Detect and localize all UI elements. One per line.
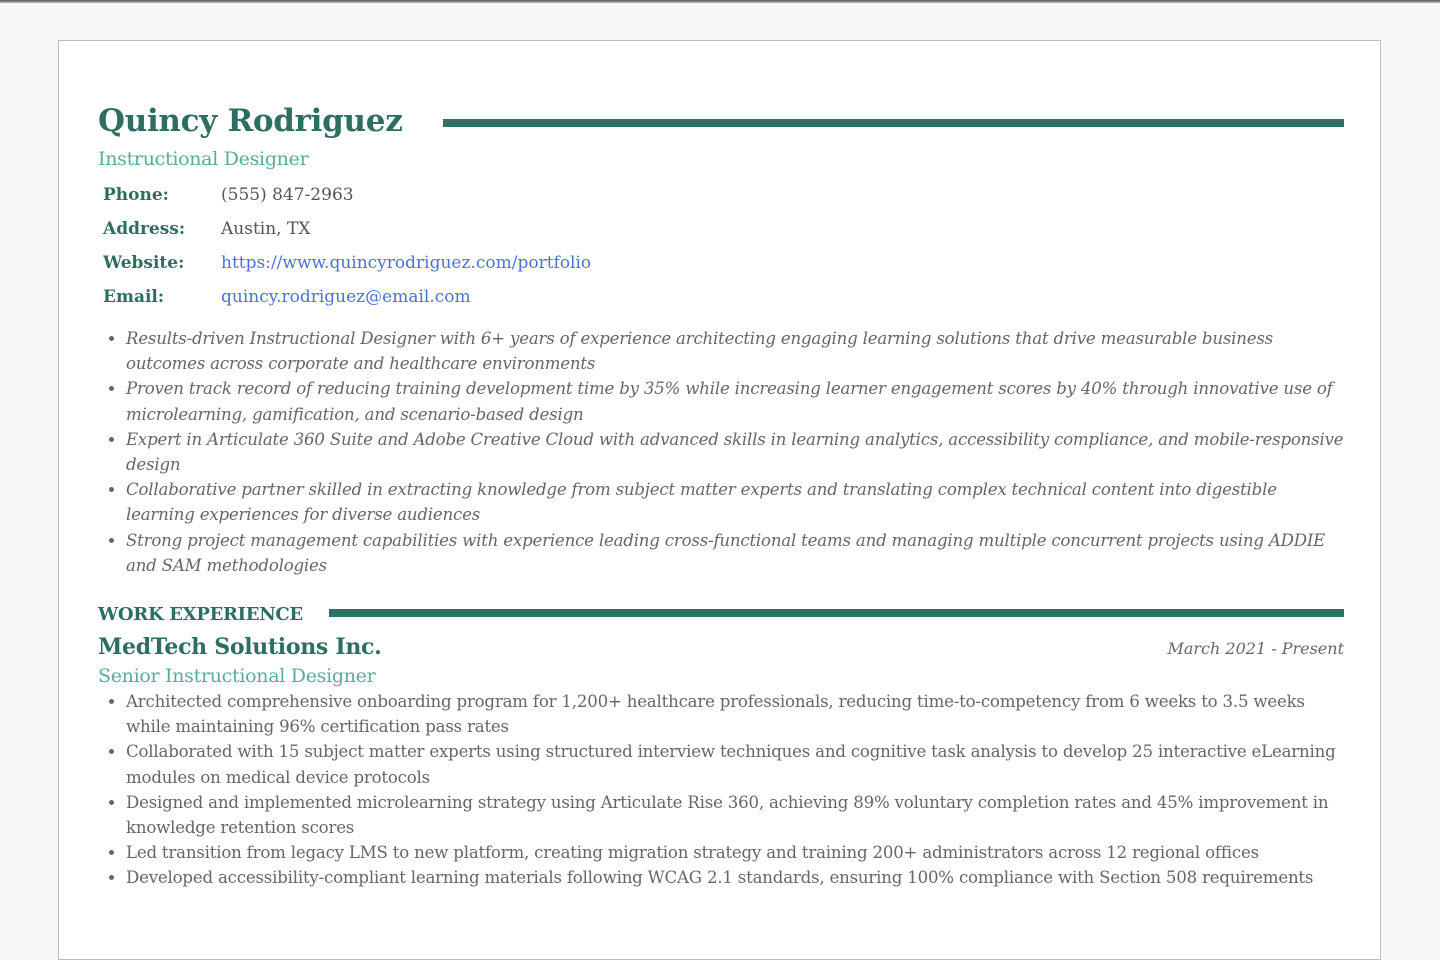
summary-list xyxy=(98,326,1344,578)
job-bullet: • Developed accessibility-compliant learning materials following WCAG 2.1 standards, ensuring 100% compliance with Section 508 requirements xyxy=(126,865,1344,890)
summary-item: • Expert in Articulate 360 Suite and Adobe Creative Cloud with advanced skills in learning analytics, accessibility compliance, and mobile-responsive design xyxy=(126,427,1344,477)
summary-item: • Proven track record of reducing training development time by 35% while increasing learner engagement scores by 40% through innovative use of microlearning, gamification, and scenario-based design xyxy=(126,376,1344,426)
header xyxy=(98,97,1344,145)
job-role: Senior Instructional Designer xyxy=(98,665,376,688)
section-rule xyxy=(329,609,1344,617)
job-dates: March 2021 - Present xyxy=(1167,639,1344,659)
job-bullet: • Led transition from legacy LMS to new platform, creating migration strategy and training 200+ administrators across 12 regional offices xyxy=(126,840,1344,865)
summary-item: • Strong project management capabilities with experience leading cross-functional teams and managing multiple concurrent projects using ADDIE and SAM methodologies xyxy=(126,528,1344,578)
company-name: MedTech Solutions Inc. xyxy=(98,634,382,661)
job-entry xyxy=(98,634,1344,891)
candidate-title: Instructional Designer xyxy=(98,148,309,170)
phone-value: (555) 847-2963 xyxy=(221,185,354,205)
summary-item: • Collaborative partner skilled in extracting knowledge from subject matter experts and translating complex technical content into digestible learning experiences for diverse audiences xyxy=(126,477,1344,527)
contact-row-website xyxy=(98,246,591,280)
contact-label: Email: xyxy=(103,287,165,307)
work-experience-header xyxy=(98,600,1344,628)
job-bullet: • Collaborated with 15 subject matter experts using structured interview techniques and cognitive task analysis to develop 25 interactive eLearning modules on medical device protocols xyxy=(126,739,1344,789)
header-rule xyxy=(443,119,1344,127)
address-value: Austin, TX xyxy=(221,219,311,239)
contact-row-phone xyxy=(98,178,591,212)
contact-label: Address: xyxy=(103,219,186,239)
job-bullet: • Architected comprehensive onboarding program for 1,200+ healthcare professionals, reducing time-to-competency from 6 weeks to 3.5 weeks while maintaining 96% certification pass rates xyxy=(126,689,1344,739)
window-top-edge xyxy=(0,0,1440,3)
candidate-name: Quincy Rodriguez xyxy=(98,103,403,139)
contact-row-email xyxy=(98,280,591,314)
summary-item: • Results-driven Instructional Designer with 6+ years of experience architecting engaging learning solutions that drive measurable business outcomes across corporate and healthcare environments xyxy=(126,326,1344,376)
contact-label: Website: xyxy=(103,253,185,273)
contact-label: Phone: xyxy=(103,185,169,205)
email-link[interactable]: quincy.rodriguez@email.com xyxy=(221,287,471,307)
website-link[interactable]: https://www.quincyrodriguez.com/portfolio xyxy=(221,253,592,273)
job-bullet: • Designed and implemented microlearning strategy using Articulate Rise 360, achieving 89% voluntary completion rates and 45% improvement in knowledge retention scores xyxy=(126,790,1344,840)
resume-page xyxy=(58,40,1381,960)
job-bullets xyxy=(98,689,1344,891)
resume-content xyxy=(98,97,1344,891)
contact-table xyxy=(98,178,591,314)
contact-row-address xyxy=(98,212,591,246)
section-title: WORK EXPERIENCE xyxy=(98,603,303,625)
